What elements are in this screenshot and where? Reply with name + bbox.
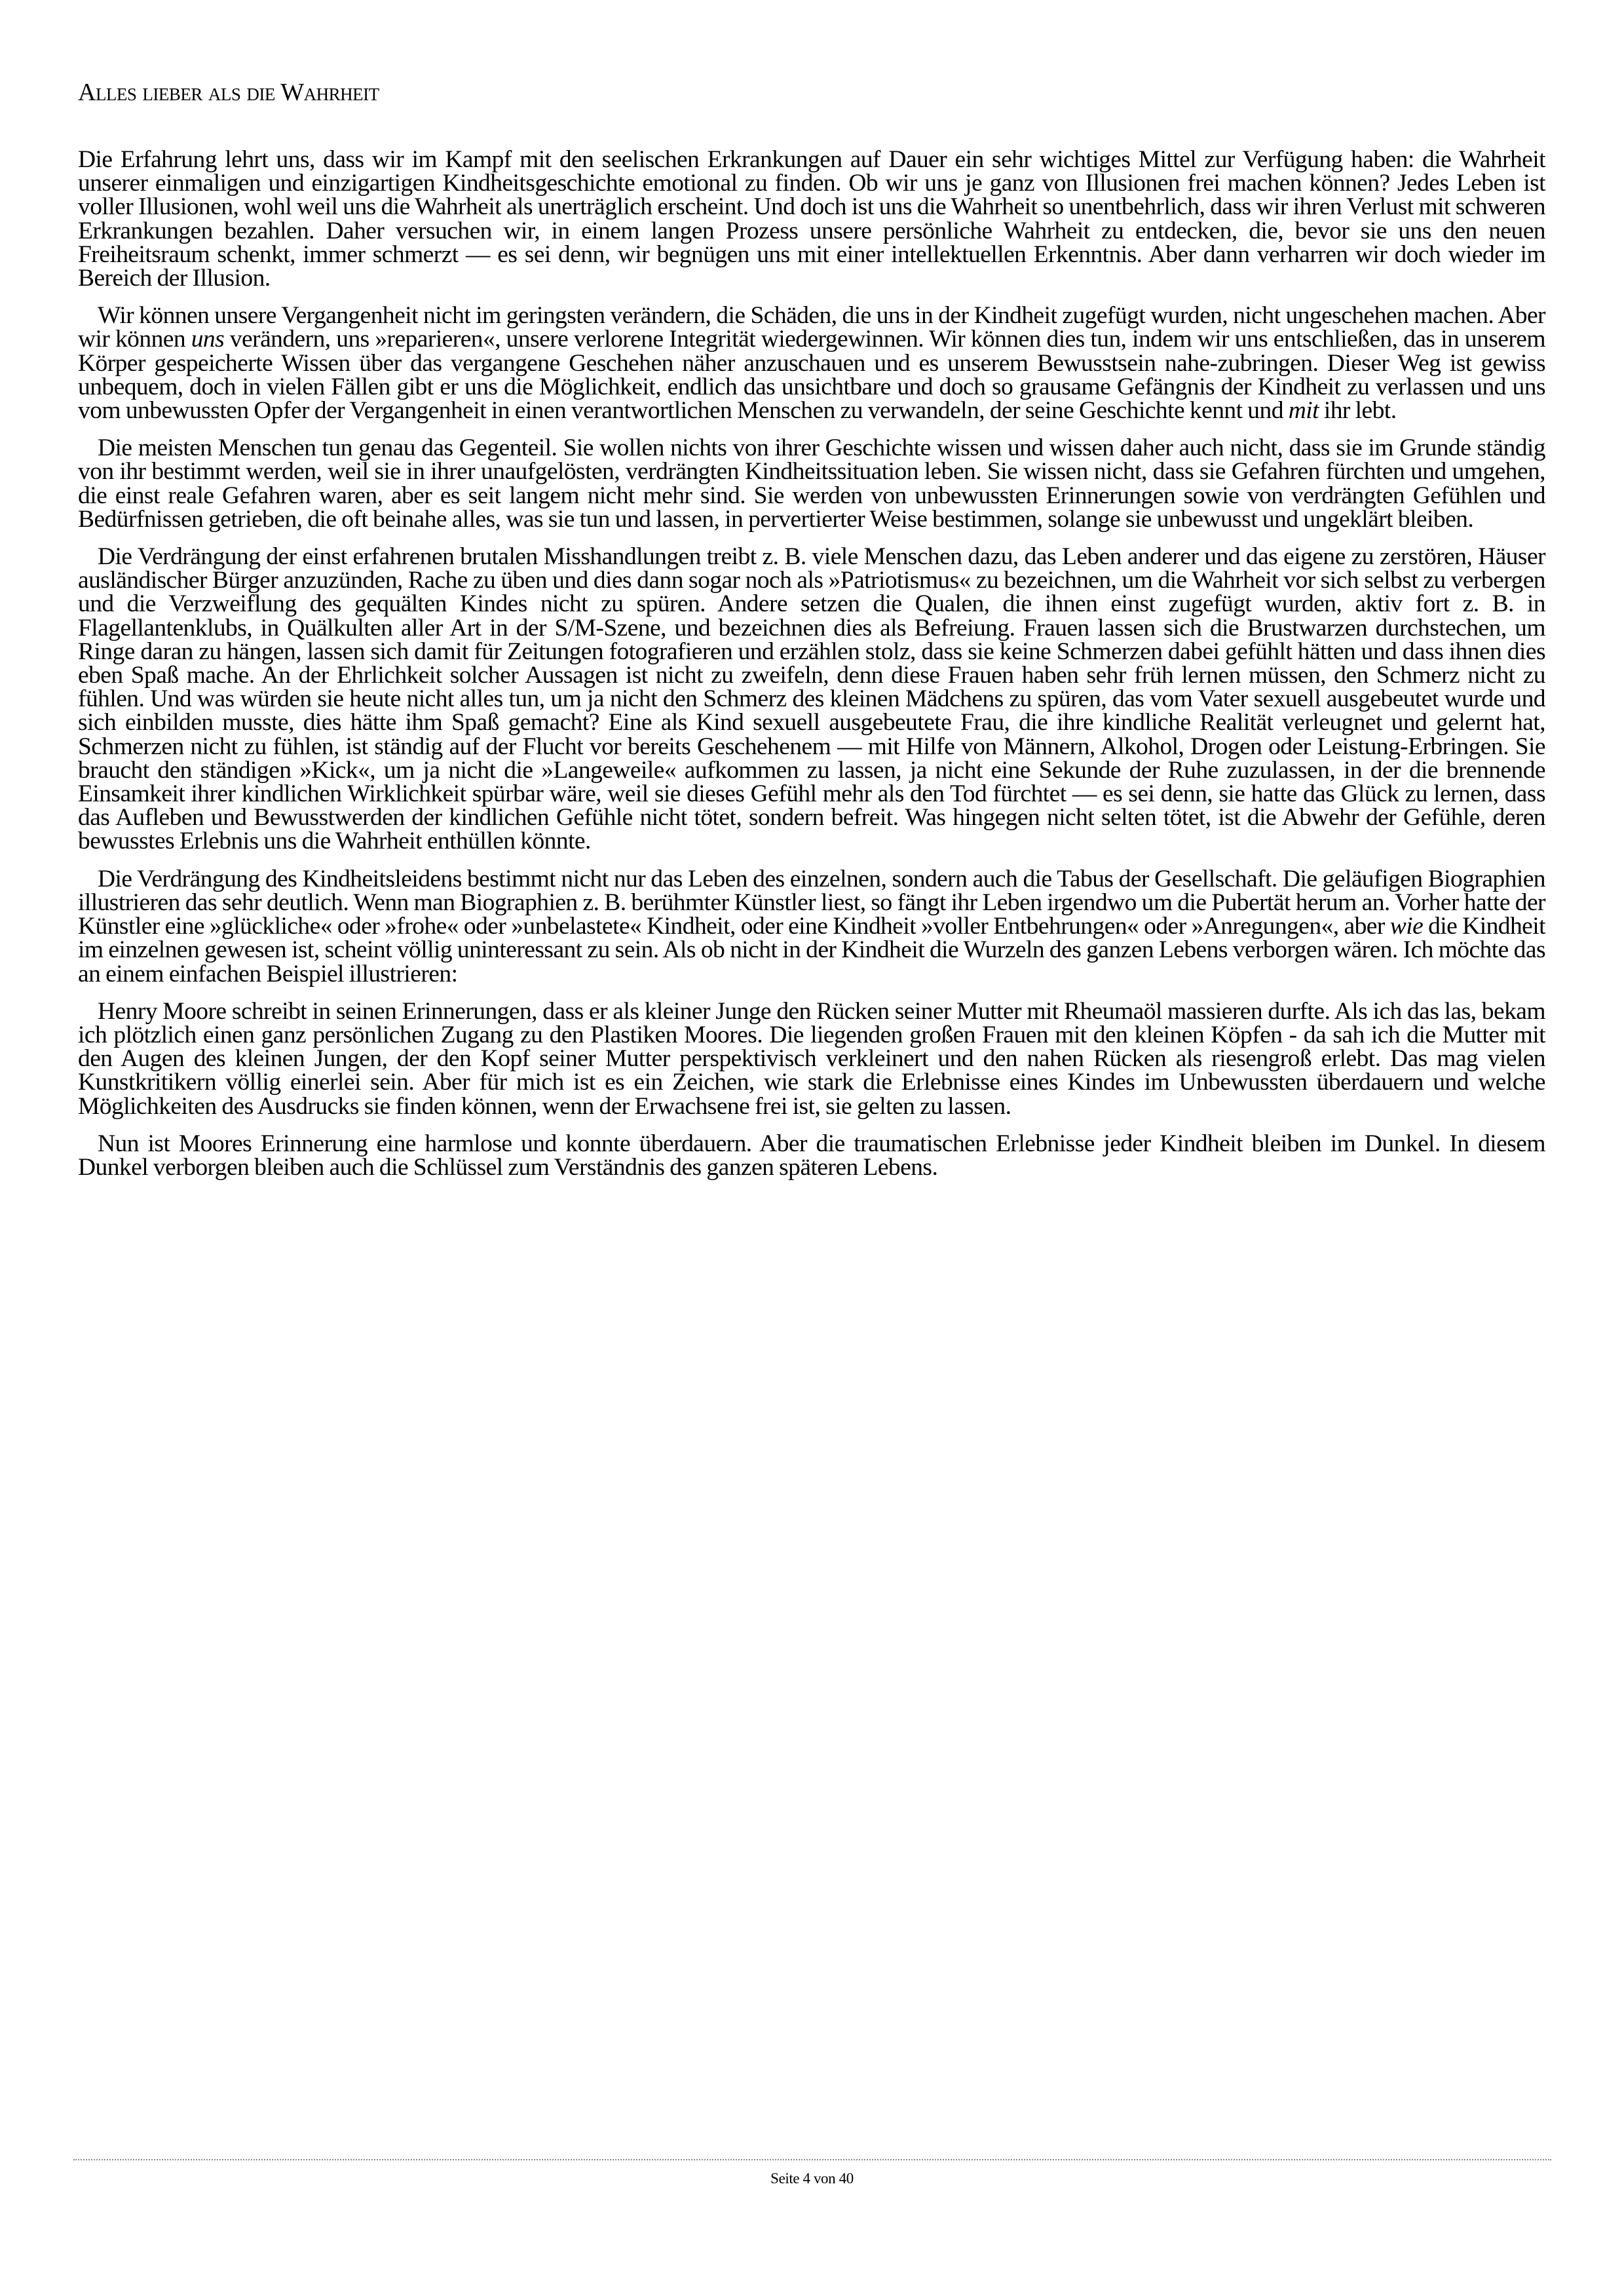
- document-page: [78, 77, 1545, 1193]
- paragraph-2-part-a: Wir können unsere Vergangenheit nicht im geringsten verändern, die Schäden, die uns in der Kindheit zugefügt wurden, nicht ungeschehen machen. Aber wir können: [78, 302, 1545, 353]
- page-number: Seite 4 von 40: [770, 2170, 854, 2187]
- paragraph-2-emphasis-mit: mit: [1288, 397, 1319, 425]
- paragraph-2-emphasis-uns: uns: [191, 326, 225, 353]
- paragraph-7: Nun ist Moores Erinnerung eine harmlose und konnte überdauern. Aber die traumatischen Erlebnisse jeder Kindheit bleiben im Dunkel. In diesem Dunkel verborgen bleiben auch die Schlüssel zum Verständnis des ganzen späteren Lebens.: [78, 1130, 1545, 1181]
- paragraph-5-emphasis-wie: wie: [1389, 913, 1424, 940]
- footer-divider: [73, 2159, 1551, 2160]
- paragraph-5-part-a: Die Verdrängung des Kindheitsleidens bestimmt nicht nur das Leben des einzelnen, sondern auch die Tabus der Gesellschaft. Die geläufigen Biographien illustrieren das sehr deutlich. Wenn man Biographien z. B. berühmter Künstler liest, so fängt ihr Leben irgendwo um die Pubertät herum an. Vorher hatte der Künstler eine »glückliche« oder »frohe« oder »unbelastete« Kindheit, oder eine Kindheit »voller Entbehrungen« oder »Anregungen«, aber: [78, 865, 1545, 940]
- paragraph-1: Die Erfahrung lehrt uns, dass wir im Kampf mit den seelischen Erkrankungen auf Dauer ein sehr wichtiges Mittel zur Verfügung haben: die Wahrheit unserer einmaligen und einzigartigen Kindheitsgeschichte emotional zu finden. Ob wir uns je ganz von Illusionen frei machen können? Jedes Leben ist voller Illusionen, wohl weil uns die Wahrheit als unerträglich erscheint. Und doch ist uns die Wahrheit so unentbehrlich, dass wir ihren Verlust mit schweren Erkrankungen bezahlen. Daher versuchen wir, in einem langen Prozess unsere persönliche Wahrheit zu entdecken, die, bevor sie uns den neuen Freiheitsraum schenkt, immer schmerzt — es sei denn, wir begnügen uns mit einer intellektuellen Erkenntnis. Aber dann verharren wir doch wieder im Bereich der Illusion.: [78, 146, 1545, 292]
- paragraph-3: Die meisten Menschen tun genau das Gegenteil. Sie wollen nichts von ihrer Geschichte wissen und wissen daher auch nicht, dass sie im Grunde ständig von ihr bestimmt werden, weil sie in ihrer unaufgelösten, verdrängten Kindheitssituation leben. Sie wissen nicht, dass sie Gefahren fürchten und umgehen, die einst reale Gefahren waren, aber es seit langem nicht mehr sind. Sie werden von unbewussten Erinnerungen sowie von verdrängten Gefühlen und Bedürfnissen getrieben, die oft beinahe alles, was sie tun und lassen, in pervertierter Weise bestimmen, solange sie unbewusst und ungeklärt bleiben.: [78, 434, 1545, 533]
- paragraph-5: [78, 865, 1545, 987]
- paragraph-5-part-b: die Kindheit im einzelnen gewesen ist, scheint völlig uninteressant zu sein. Als ob nicht in der Kindheit die Wurzeln des ganzen Lebens verborgen wären. Ich möchte das an einem einfachen Beispiel illustrieren:: [78, 913, 1545, 987]
- paragraph-2-part-b: verändern, uns »reparieren«, unsere verlorene Integrität wiedergewinnen. Wir können dies tun, indem wir uns entschließen, das in unserem Körper gespeicherte Wissen über das vergangene Geschehen näher anzuschauen und es unserem Bewusstsein nahe-zubringen. Dieser Weg ist gewiss unbequem, doch in vielen Fällen gibt er uns die Möglichkeit, endlich das unsichtbare und doch so grausame Gefängnis der Kindheit zu verlassen und uns vom unbewussten Opfer der Vergangenheit in einen verantwortlichen Menschen zu verwandeln, der seine Geschichte kennt und: [78, 326, 1545, 425]
- paragraph-2-part-c: ihr lebt.: [1319, 397, 1397, 425]
- chapter-title: Alles lieber als die Wahrheit: [78, 79, 379, 106]
- paragraph-6: Henry Moore schreibt in seinen Erinnerungen, dass er als kleiner Junge den Rücken seiner Mutter mit Rheumaöl massieren durfte. Als ich das las, bekam ich plötzlich einen ganz persönlichen Zugang zu den Plastiken Moores. Die liegenden großen Frauen mit den kleinen Köpfen - da sah ich die Mutter mit den Augen des kleinen Jungen, der den Kopf seiner Mutter perspektivisch verkleinert und den nahen Rücken als riesengroß erlebt. Das mag vielen Kunstkritikern völlig einerlei sein. Aber für mich ist es ein Zeichen, wie stark die Erlebnisse eines Kindes im Unbewussten überdauern und welche Möglichkeiten des Ausdrucks sie finden können, wenn der Erwachsene frei ist, sie gelten zu lassen.: [78, 997, 1545, 1120]
- paragraph-4: Die Verdrängung der einst erfahrenen brutalen Misshandlungen treibt z. B. viele Menschen dazu, das Leben anderer und das eigene zu zerstören, Häuser ausländischer Bürger anzuzünden, Rache zu üben und dies dann sogar noch als »Patriotismus« zu bezeichnen, um die Wahrheit vor sich selbst zu verbergen und die Verzweiflung des gequälten Kindes nicht zu spüren. Andere setzen die Qualen, die ihnen einst zugefügt wurden, aktiv fort z. B. in Flagellantenklubs, in Quälkulten aller Art in der S/M-Szene, und bezeichnen dies als Befreiung. Frauen lassen sich die Brustwarzen durchstechen, um Ringe daran zu hängen, lassen sich damit für Zeitungen fotografieren und erzählen stolz, dass sie keine Schmerzen dabei gefühlt hätten und dass ihnen dies eben Spaß mache. An der Ehrlichkeit solcher Aussagen ist nicht zu zweifeln, denn diese Frauen haben sehr früh lernen müssen, den Schmerz nicht zu fühlen. Und was würden sie heute nicht alles tun, um ja nicht den Schmerz des kleinen Mädchens zu spüren, das vom Vater sexuell ausgebeutet wurde und sich einbilden musste, dies hätte ihm Spaß gemacht? Eine als Kind sexuell ausgebeutete Frau, die ihre kindliche Realität verleugnet und gelernt hat, Schmerzen nicht zu fühlen, ist ständig auf der Flucht vor bereits Geschehenem — mit Hilfe von Männern, Alkohol, Drogen oder Leistung-Erbringen. Sie braucht den ständigen »Kick«, um ja nicht die »Langeweile« aufkommen zu lassen, ja nicht eine Sekunde der Ruhe zuzulassen, in der die brennende Einsamkeit ihrer kindlichen Wirklichkeit spürbar wäre, weil sie dieses Gefühl mehr als den Tod fürchtet — es sei denn, sie hatte das Glück zu lernen, dass das Aufleben und Bewusstwerden der kindlichen Gefühle nicht tötet, sondern befreit. Was hingegen nicht selten tötet, ist die Abwehr der Gefühle, deren bewusstes Erlebnis uns die Wahrheit enthüllen könnte.: [78, 543, 1545, 855]
- paragraph-2: [78, 304, 1545, 423]
- body-text: [78, 148, 1545, 1179]
